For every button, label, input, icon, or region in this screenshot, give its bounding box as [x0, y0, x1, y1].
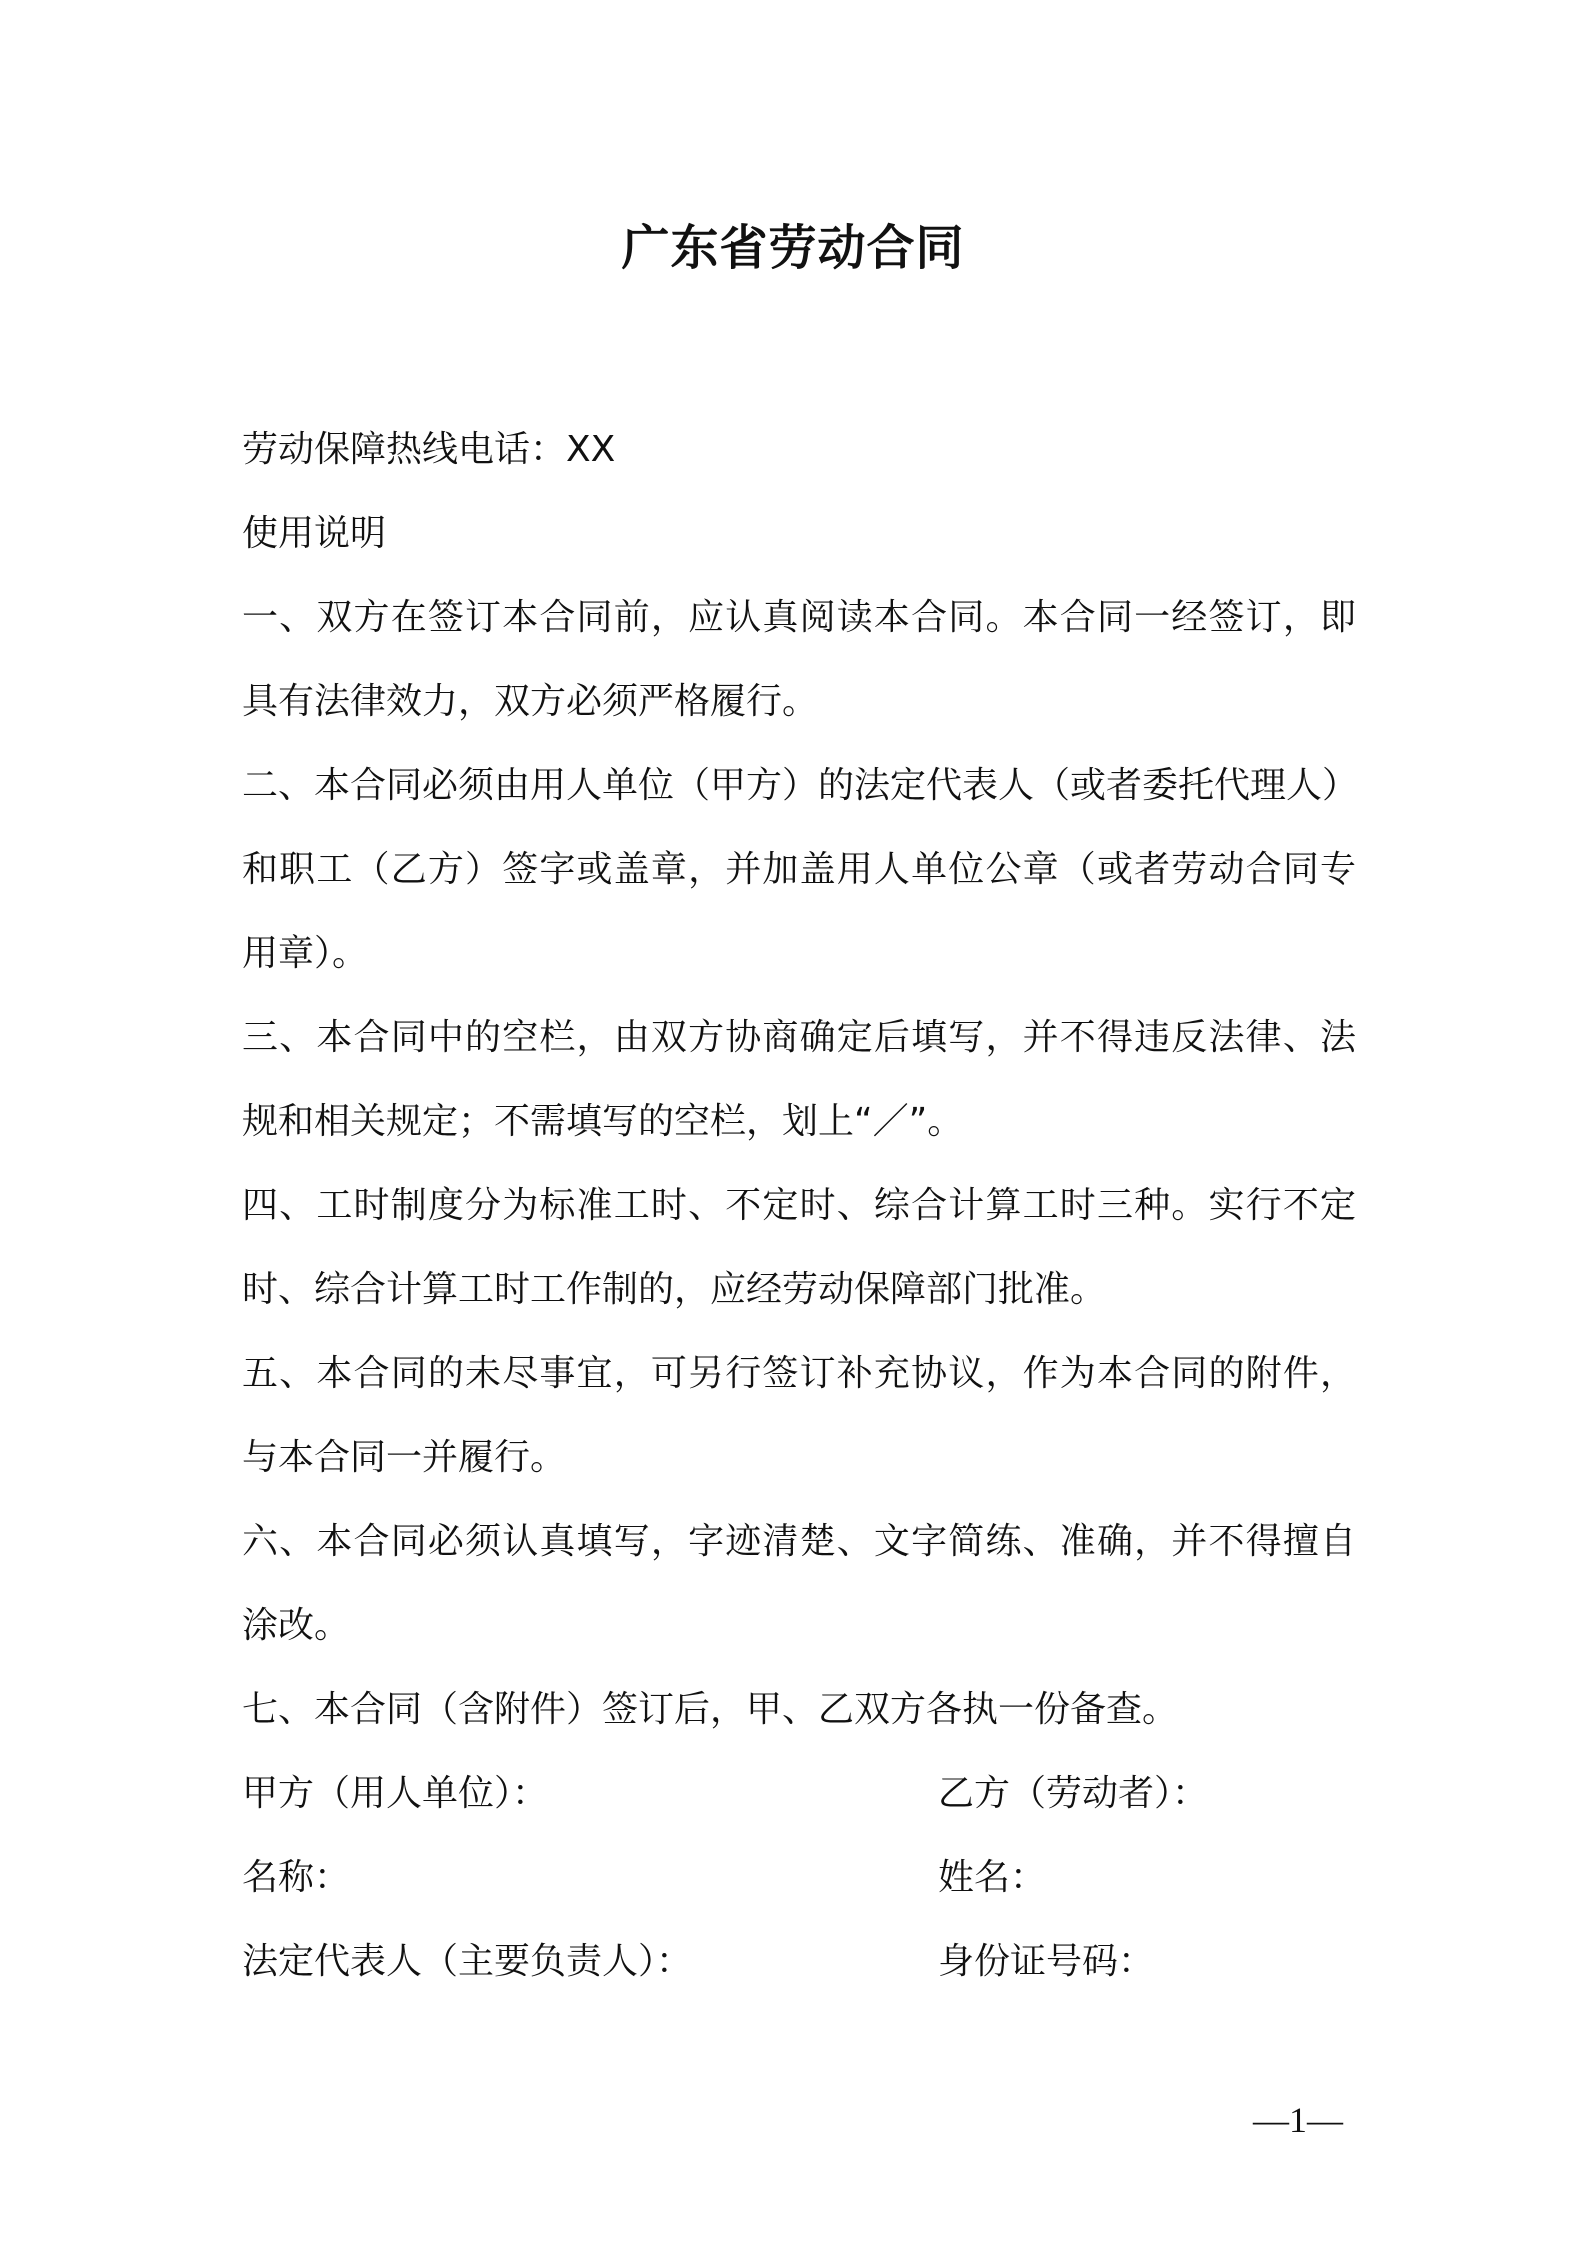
instruction-item-3 — [242, 996, 1356, 1164]
party-a-label: 甲方（用人单位）： — [242, 1773, 549, 1814]
legal-representative-label: 法定代表人（主要负责人）： — [242, 1941, 693, 1982]
paragraph-line: 用章）。 — [242, 933, 369, 974]
paragraph-line: 时、综合计算工时工作制的，应经劳动保障部门批准。 — [242, 1269, 1107, 1310]
document-title: 广东省劳动合同 — [621, 220, 965, 276]
instruction-item-4 — [242, 1164, 1356, 1332]
paragraph-line: 和职工（乙方）签字或盖章，并加盖用人单位公章（或者劳动合同专 — [242, 849, 1356, 890]
paragraph-line: 六、本合同必须认真填写，字迹清楚、文字简练、准确，并不得擅自 — [242, 1521, 1356, 1562]
paragraph-line: 七、本合同（含附件）签订后，甲、乙双方各执一份备查。 — [242, 1689, 1179, 1730]
paragraph-line: 涂改。 — [242, 1605, 351, 1646]
signature-row-party — [242, 1752, 1356, 1836]
worker-name-label: 姓名： — [938, 1857, 1047, 1898]
company-name-label: 名称： — [242, 1857, 351, 1898]
signature-row-name — [242, 1836, 1356, 1920]
hotline-line: 劳动保障热线电话：XX — [242, 429, 616, 470]
paragraph-line: 一、双方在签订本合同前，应认真阅读本合同。本合同一经签订，即 — [242, 597, 1356, 638]
paragraph-line: 五、本合同的未尽事宜，可另行签订补充协议，作为本合同的附件， — [242, 1353, 1356, 1394]
id-number-label: 身份证号码： — [938, 1941, 1155, 1982]
paragraph-line: 规和相关规定；不需填写的空栏，划上“／”。 — [242, 1101, 964, 1142]
paragraph-line: 三、本合同中的空栏，由双方协商确定后填写，并不得违反法律、法 — [242, 1017, 1356, 1058]
instruction-item-7 — [242, 1668, 1356, 1752]
instruction-item-5 — [242, 1332, 1356, 1500]
document-body — [242, 408, 1359, 2004]
instructions-heading: 使用说明 — [242, 513, 387, 554]
instruction-item-1 — [242, 576, 1356, 744]
party-b-label: 乙方（劳动者）： — [938, 1773, 1209, 1814]
paragraph-line: 与本合同一并履行。 — [242, 1437, 567, 1478]
paragraph-line: 具有法律效力，双方必须严格履行。 — [242, 681, 819, 722]
instruction-item-2 — [242, 744, 1359, 996]
paragraph-line: 四、工时制度分为标准工时、不定时、综合计算工时三种。实行不定 — [242, 1185, 1356, 1226]
paragraph-line: 二、本合同必须由用人单位（甲方）的法定代表人（或者委托代理人） — [242, 765, 1359, 806]
instruction-item-6 — [242, 1500, 1356, 1668]
page-number: —1— — [1253, 2100, 1343, 2140]
signature-row-rep — [242, 1920, 1356, 2004]
